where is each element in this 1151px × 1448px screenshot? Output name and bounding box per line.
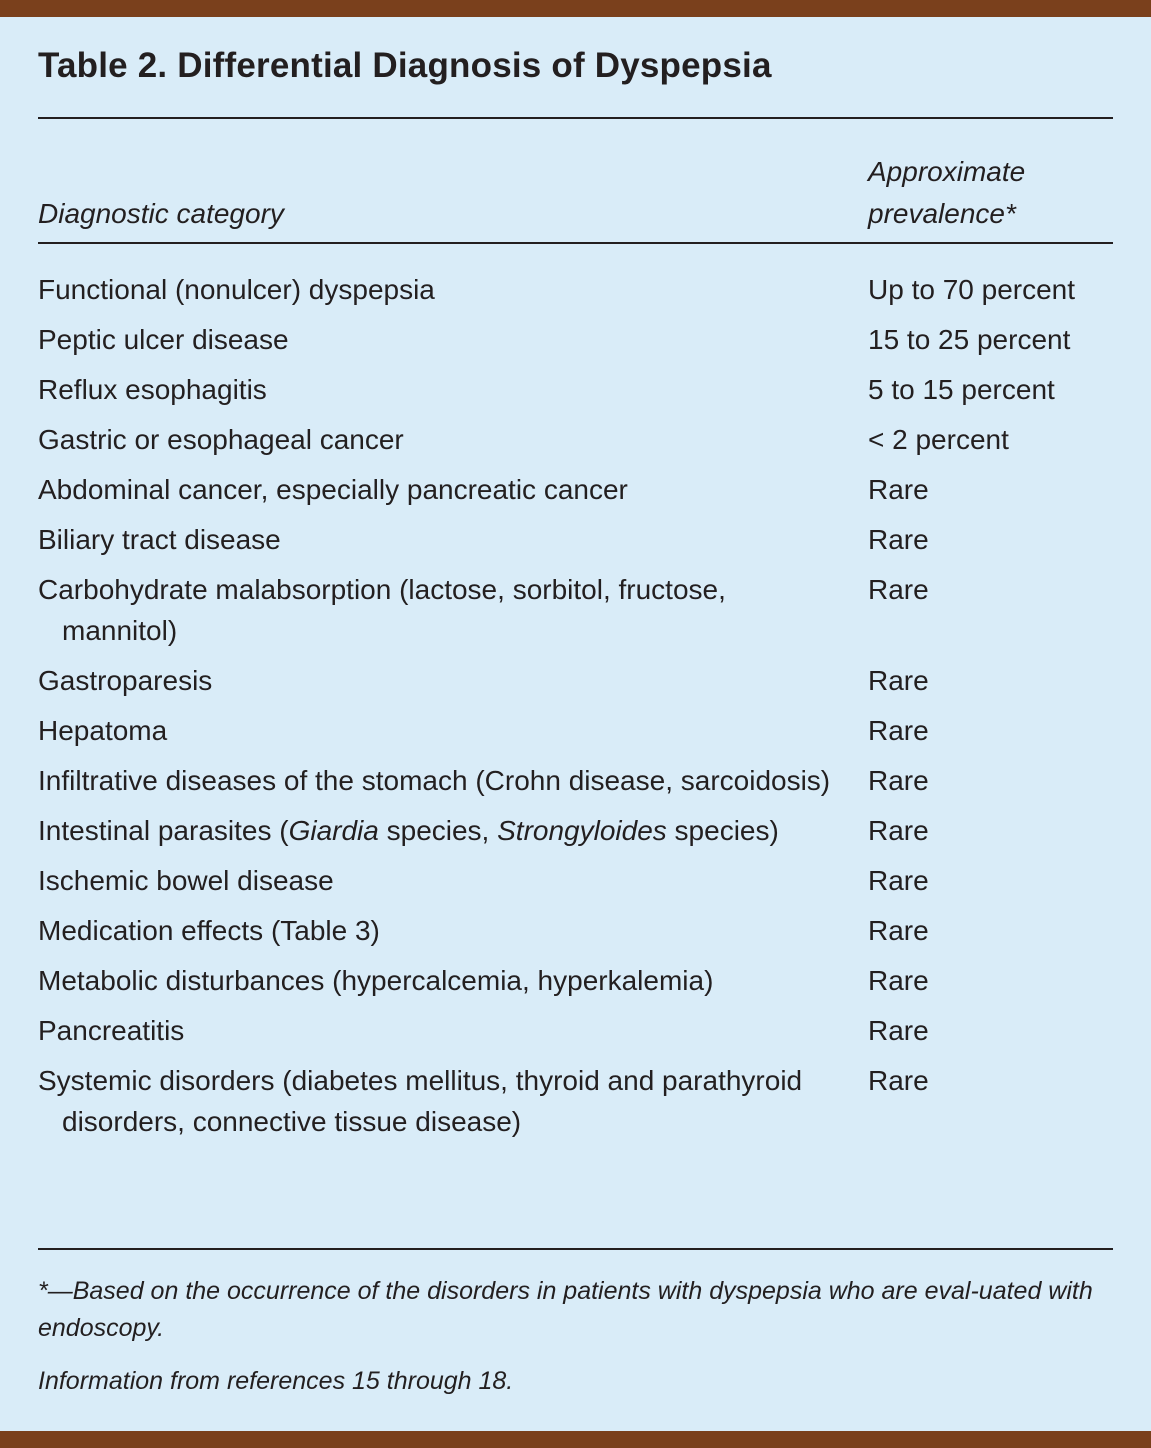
row-category — [38, 469, 868, 510]
header-prevalence-line1: Approximate — [868, 156, 1026, 187]
bottom-rule — [38, 1248, 1113, 1250]
table-row — [38, 569, 1113, 660]
row-prevalence: Rare — [868, 765, 929, 796]
row-category — [38, 760, 868, 801]
text-segment: Gastric or esophageal cancer — [38, 424, 404, 455]
row-category — [38, 710, 868, 751]
row-category — [38, 419, 868, 460]
row-category — [38, 369, 868, 410]
table-row — [38, 710, 1113, 760]
header-rule — [38, 242, 1113, 244]
top-border-bar — [0, 0, 1151, 17]
row-prevalence: Rare — [868, 865, 929, 896]
row-category — [38, 319, 868, 360]
table-row — [38, 910, 1113, 960]
source-note: Information from references 15 through 18. — [38, 1367, 514, 1395]
row-prevalence: 5 to 15 percent — [868, 374, 1055, 405]
row-prevalence: Rare — [868, 474, 929, 505]
row-prevalence: Rare — [868, 1015, 929, 1046]
title-rule — [38, 117, 1113, 119]
row-category — [38, 1010, 868, 1051]
italic-text: Strongyloides — [497, 815, 667, 846]
text-segment: Intestinal parasites ( — [38, 815, 289, 846]
footnote: *—Based on the occurrence of the disorders in patients with dyspepsia who are eval-uated with endoscopy. — [38, 1277, 1093, 1342]
text-segment: Hepatoma — [38, 715, 168, 746]
text-segment: Infiltrative diseases of the stomach (Crohn disease, sarcoidosis) — [38, 765, 831, 796]
row-category — [38, 960, 868, 1001]
row-prevalence: Rare — [868, 665, 929, 696]
table-row — [38, 660, 1113, 710]
text-segment: Ischemic bowel disease — [38, 865, 334, 896]
row-prevalence: Rare — [868, 574, 929, 605]
table-title: Table 2. Differential Diagnosis of Dyspepsia — [38, 46, 772, 85]
text-segment: Pancreatitis — [38, 1015, 185, 1046]
table-row — [38, 810, 1113, 860]
row-category — [38, 910, 868, 951]
row-category — [38, 860, 868, 901]
table-row — [38, 1060, 1113, 1151]
text-segment: Medication effects (Table 3) — [38, 915, 380, 946]
row-category — [38, 269, 868, 310]
header-category: Diagnostic category — [38, 198, 284, 229]
header-prevalence — [868, 151, 1025, 235]
row-category — [38, 660, 868, 701]
row-prevalence: Rare — [868, 1065, 929, 1096]
row-prevalence: Up to 70 percent — [868, 274, 1076, 305]
row-prevalence: Rare — [868, 524, 929, 555]
text-segment: Reflux esophagitis — [38, 374, 267, 405]
text-segment: Functional (nonulcer) dyspepsia — [38, 274, 435, 305]
table-row — [38, 369, 1113, 419]
text-segment: Systemic disorders (diabetes mellitus, thyroid and parathyroid disorders, connective tissue disease) — [38, 1065, 803, 1137]
header-prevalence-line2: prevalence* — [868, 198, 1016, 229]
row-category — [38, 1060, 868, 1142]
text-segment: species) — [666, 815, 779, 846]
table-row — [38, 760, 1113, 810]
row-category — [38, 810, 868, 851]
bottom-border-bar — [0, 1431, 1151, 1448]
text-segment: Metabolic disturbances (hypercalcemia, hyperkalemia) — [38, 965, 714, 996]
row-prevalence: < 2 percent — [868, 424, 1009, 455]
row-prevalence: Rare — [868, 965, 929, 996]
row-prevalence: Rare — [868, 815, 929, 846]
table-row — [38, 1010, 1113, 1060]
text-segment: Biliary tract disease — [38, 524, 281, 555]
row-prevalence: 15 to 25 percent — [868, 324, 1071, 355]
row-prevalence: Rare — [868, 715, 929, 746]
row-category — [38, 519, 868, 560]
text-segment: Abdominal cancer, especially pancreatic cancer — [38, 474, 628, 505]
table-row — [38, 860, 1113, 910]
table-row — [38, 469, 1113, 519]
text-segment: Carbohydrate malabsorption (lactose, sorbitol, fructose, mannitol) — [38, 574, 726, 646]
table-row — [38, 519, 1113, 569]
table-row — [38, 269, 1113, 319]
text-segment: species, — [378, 815, 498, 846]
table-row — [38, 960, 1113, 1010]
table-row — [38, 419, 1113, 469]
table-row — [38, 319, 1113, 369]
row-prevalence: Rare — [868, 915, 929, 946]
text-segment: Peptic ulcer disease — [38, 324, 289, 355]
row-category — [38, 569, 868, 651]
table-body — [38, 269, 1113, 1151]
italic-text: Giardia — [288, 815, 379, 846]
text-segment: Gastroparesis — [38, 665, 213, 696]
